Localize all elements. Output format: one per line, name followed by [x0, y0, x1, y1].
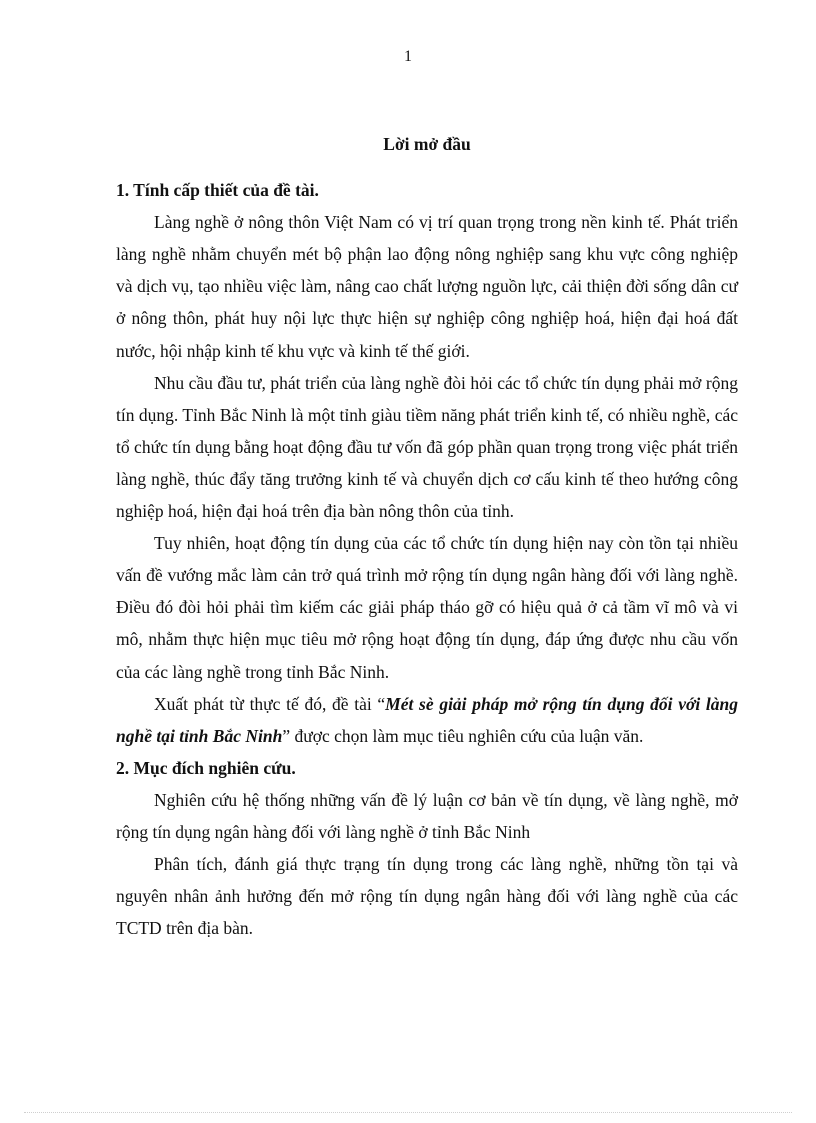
document-body: [116, 128, 738, 944]
page-bottom-divider: [24, 1112, 792, 1113]
paragraph-craft-villages-role: Làng nghề ở nông thôn Việt Nam có vị trí quan trọng trong nền kinh tế. Phát triển làng nghề nhằm chuyển mét bộ phận lao động nông nghiệp sang khu vực công nghiệp và dịch vụ, tạo nhiều việc làm, nâng cao chất lượng nguồn lực, cải thiện đời sống dân cư ở nông thôn, phát huy nội lực thực hiện sự nghiệp công nghiệp hoá, hiện đại hoá đất nước, hội nhập kinh tế khu vực và kinh tế thế giới.: [116, 212, 738, 361]
topic-outro-text: ” được chọn làm mục tiêu nghiên cứu của luận văn.: [282, 725, 644, 746]
paragraph-analysis: Phân tích, đánh giá thực trạng tín dụng trong các làng nghề, những tồn tại và nguyên nhân ảnh hưởng đến mở rộng tín dụng ngân hàng đối với làng nghề của các TCTD trên địa bàn.: [116, 854, 738, 939]
thesis-topic-title: Mét sè giải pháp mở rộng tín dụng đối với làng nghề tại tỉnh Bắc Ninh: [116, 693, 739, 746]
page-number: 1: [404, 48, 412, 65]
section-heading-urgency: 1. Tính cấp thiết của đề tài.: [116, 180, 319, 201]
paragraph-credit-obstacles: Tuy nhiên, hoạt động tín dụng của các tổ chức tín dụng hiện nay còn tồn tại nhiều vấn đề vướng mắc làm cản trở quá trình mở rộng tín dụng ngân hàng đối với làng nghề. Điều đó đòi hỏi phải tìm kiếm các giải pháp tháo gỡ có hiệu quả ở cả tầm vĩ mô và vi mô, nhằm thực hiện mục tiêu mở rộng hoạt động tín dụng, đáp ứng được nhu cầu vốn của các làng nghề trong tỉnh Bắc Ninh.: [116, 533, 738, 682]
paragraph-investment-needs: Nhu cầu đầu tư, phát triển của làng nghề đòi hỏi các tổ chức tín dụng phải mở rộng tín dụng. Tỉnh Bắc Ninh là một tỉnh giàu tiềm năng phát triển kinh tế, có nhiều nghề, các tổ chức tín dụng bằng hoạt động đầu tư vốn đã góp phần quan trọng trong việc phát triển làng nghề, thúc đẩy tăng trưởng kinh tế và chuyển dịch cơ cấu kinh tế theo hướng công nghiệp hoá, hiện đại hoá trên địa bàn nông thôn của tỉnh.: [116, 372, 738, 522]
document-title: Lời mở đầu: [383, 134, 471, 154]
paragraph-thesis-topic: [116, 688, 738, 752]
paragraph-research-theory: Nghiên cứu hệ thống những vấn đề lý luận cơ bản về tín dụng, về làng nghề, mở rộng tín dụng ngân hàng đối với làng nghề ở tỉnh Bắc Ninh: [116, 789, 738, 842]
topic-intro-text: Xuất phát từ thực tế đó, đề tài “: [154, 693, 386, 714]
section-heading-objectives: 2. Mục đích nghiên cứu.: [116, 757, 296, 778]
